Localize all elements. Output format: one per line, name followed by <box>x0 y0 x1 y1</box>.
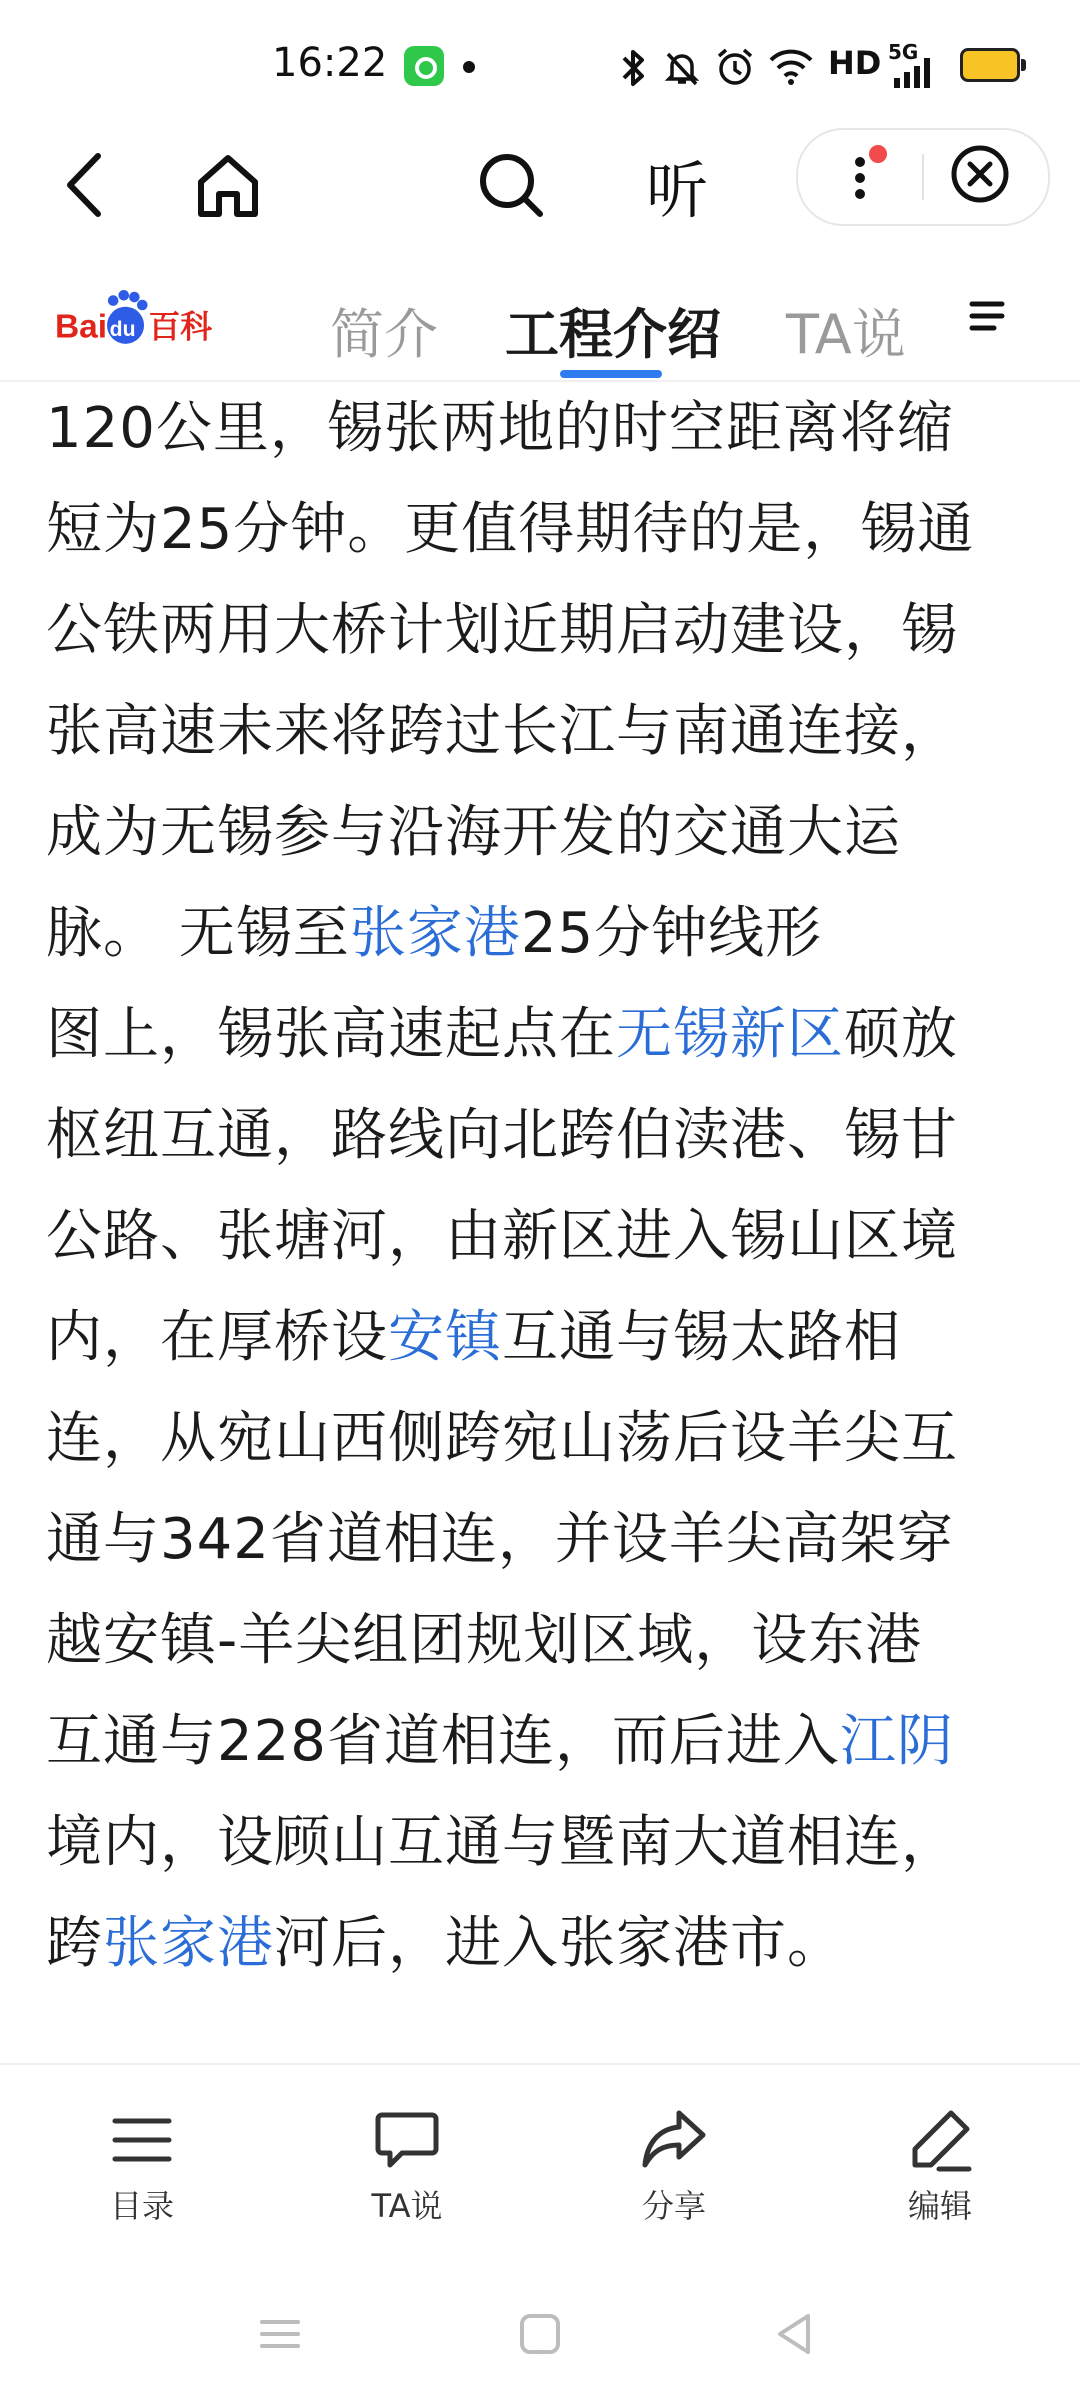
svg-text:du: du <box>109 317 136 341</box>
article-line <box>46 681 1036 782</box>
article-text: 25分钟线形 <box>520 901 823 966</box>
edit-label: 编辑 <box>907 2187 972 2225</box>
system-back-button[interactable] <box>770 2310 818 2362</box>
article-line <box>46 1489 1036 1590</box>
bluetooth-icon <box>620 48 648 88</box>
article-line <box>46 1691 1036 1792</box>
article-text: 跨 <box>46 1911 103 1976</box>
ta-says-button[interactable] <box>327 2105 487 2227</box>
article-link[interactable]: 安镇 <box>388 1305 502 1370</box>
article-line <box>46 1893 1036 1994</box>
more-dots-icon <box>828 140 888 214</box>
notification-app-icon <box>404 46 444 86</box>
share-button[interactable] <box>594 2105 754 2227</box>
tabs-menu-button[interactable] <box>968 294 1014 344</box>
article-link[interactable]: 无锡新区 <box>616 1002 844 1067</box>
menu-lines-icon <box>968 294 1014 344</box>
article-text: 脉。 无锡至 <box>46 901 350 966</box>
back-triangle-icon <box>770 2310 818 2358</box>
battery-icon <box>960 48 1020 82</box>
home-button[interactable] <box>183 140 273 230</box>
article-line <box>46 984 1036 1085</box>
recent-apps-button[interactable] <box>256 2310 304 2362</box>
status-time: 16:22 <box>272 40 388 86</box>
article-text: 越安镇-羊尖组团规划区域，设东港 <box>46 1608 923 1673</box>
tab-ta-says[interactable]: TA说 <box>786 303 906 366</box>
article-link[interactable]: 张家港 <box>349 901 521 966</box>
notification-dot-icon <box>463 61 475 73</box>
status-bar <box>0 0 1080 130</box>
home-square-button[interactable] <box>516 2310 564 2362</box>
back-button[interactable] <box>40 140 130 230</box>
back-arrow-icon <box>60 150 110 220</box>
ta-says-label: TA说 <box>371 2187 443 2225</box>
signal-icon <box>890 58 940 88</box>
article-text: 公铁两用大桥计划近期启动建设，锡 <box>46 598 958 663</box>
bottom-nav <box>0 2063 1080 2275</box>
recent-apps-icon <box>256 2310 304 2358</box>
home-square-icon <box>516 2310 564 2358</box>
tab-project-intro[interactable]: 工程介绍 <box>505 303 721 366</box>
capsule-divider <box>922 154 924 200</box>
svg-text:百科: 百科 <box>148 309 212 346</box>
article-text: 公路、张塘河，由新区进入锡山区境 <box>46 1204 958 1269</box>
article-text: 枢纽互通，路线向北跨伯渎港、锡甘 <box>46 1103 958 1168</box>
signal-type-label: 5G <box>888 40 919 64</box>
article-text: 互通与锡太路相 <box>502 1305 901 1370</box>
article-text: 短为25分钟。更值得期待的是，锡通 <box>46 497 975 562</box>
home-icon <box>193 150 263 220</box>
article-line <box>46 1085 1036 1186</box>
system-nav-bar <box>0 2280 1080 2400</box>
baidu-baike-logo[interactable] <box>42 290 262 350</box>
catalog-label: 目录 <box>109 2187 174 2225</box>
wifi-icon <box>768 46 814 86</box>
article-line <box>46 883 1036 984</box>
mute-icon <box>664 48 700 88</box>
article-text: 境内，设顾山互通与暨南大道相连， <box>46 1810 958 1875</box>
section-tabs <box>0 260 1080 382</box>
article-line <box>46 782 1036 883</box>
article-text: 120公里，锡张两地的时空距离将缩 <box>46 396 954 461</box>
article-text: 连，从宛山西侧跨宛山荡后设羊尖互 <box>46 1406 958 1471</box>
network-type-label: HD <box>828 44 882 82</box>
article-line <box>46 479 1036 580</box>
article-text: 图上，锡张高速起点在 <box>46 1002 616 1067</box>
search-button[interactable] <box>466 140 556 230</box>
share-icon <box>639 2105 709 2175</box>
catalog-button[interactable] <box>62 2105 222 2227</box>
article-line <box>46 580 1036 681</box>
article-text: 张高速未来将跨过长江与南通连接， <box>46 699 958 764</box>
browser-toolbar <box>0 120 1080 240</box>
article-link[interactable]: 张家港 <box>103 1911 274 1976</box>
active-tab-indicator <box>560 370 662 378</box>
article-text: 互通与228省道相连，而后进入 <box>46 1709 840 1774</box>
catalog-icon <box>107 2105 177 2175</box>
article-line <box>46 1186 1036 1287</box>
article-text: 河后，进入张家港市。 <box>274 1911 844 1976</box>
article-text: 硕放 <box>844 1002 958 1067</box>
article-line <box>46 1287 1036 1388</box>
article-text: 内，在厚桥设 <box>46 1305 388 1370</box>
mini-program-capsule <box>796 128 1050 226</box>
article-line <box>46 1792 1036 1893</box>
article-text: 通与342省道相连，并设羊尖高架穿 <box>46 1507 954 1572</box>
article-line <box>46 1388 1036 1489</box>
article-link[interactable]: 江阴 <box>839 1709 954 1774</box>
close-circle-icon <box>948 142 1012 206</box>
article-text: 成为无锡参与沿海开发的交通大运 <box>46 800 901 865</box>
svg-text:Bai: Bai <box>54 308 108 346</box>
edit-icon <box>905 2105 975 2175</box>
more-button[interactable] <box>828 140 908 214</box>
article-body <box>46 378 1036 1994</box>
close-button[interactable] <box>948 142 1018 212</box>
listen-button[interactable] <box>632 140 722 230</box>
article-line <box>46 378 1036 479</box>
tab-intro[interactable]: 简介 <box>330 303 438 366</box>
article-line <box>46 1590 1036 1691</box>
comment-icon <box>372 2105 442 2175</box>
share-label: 分享 <box>641 2187 706 2225</box>
listen-label: 听 <box>645 153 708 227</box>
alarm-icon <box>714 46 756 88</box>
search-icon <box>476 150 546 220</box>
status-icons <box>620 42 1080 92</box>
edit-button[interactable] <box>860 2105 1020 2227</box>
